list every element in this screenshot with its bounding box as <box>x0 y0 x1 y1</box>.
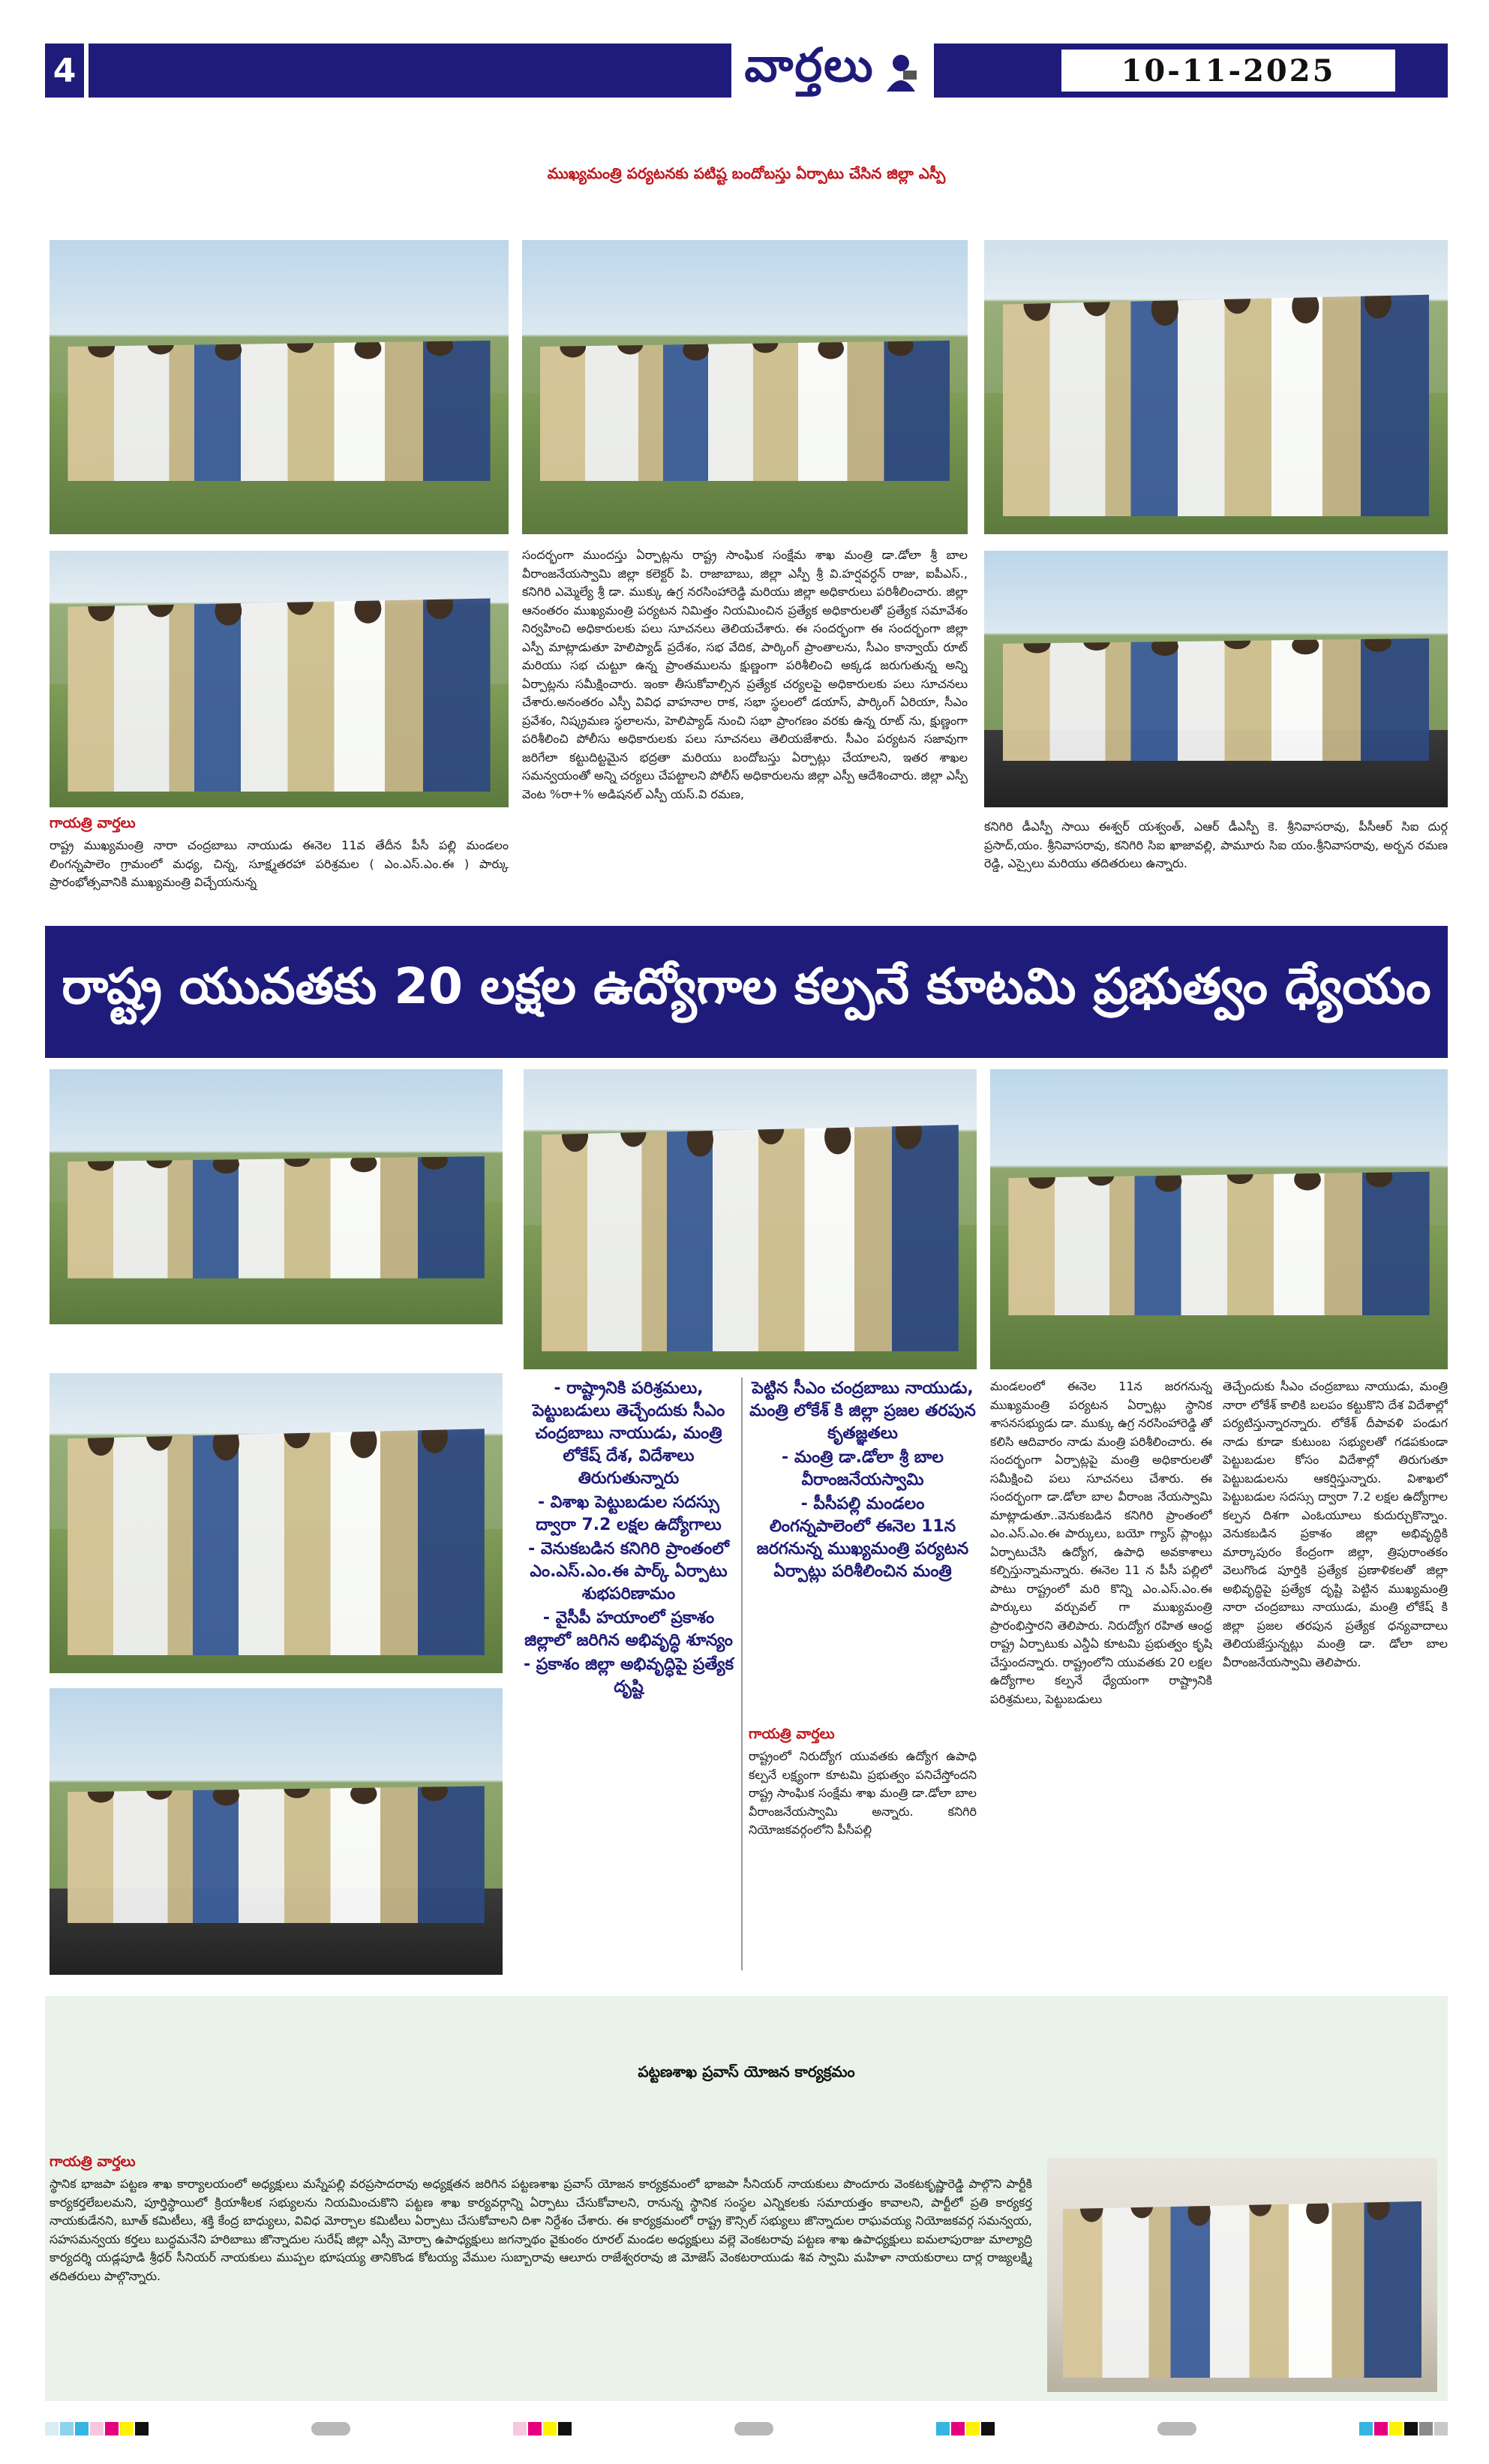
article2-headline-band <box>45 926 1448 1058</box>
photo-minister-walk <box>50 1069 503 1324</box>
color-swatch-set <box>936 2422 995 2435</box>
color-swatch-set <box>513 2422 572 2435</box>
photo-officials-walk <box>984 551 1448 807</box>
article3-headline: పట్టణశాఖ ప్రవాస్ యోజన కార్యక్రమం <box>638 2062 855 2081</box>
article3-body-text: స్థానిక భాజపా పట్టణ శాఖ కార్యాలయంలో అధ్యక్షులు మస్నేపల్లి వరప్రసాదరావు అధ్యక్షతన జరిగిన పట్టణశాఖ ప్రవాస్ యోజన కార్యక్రమంలో భాజపా సీనియర్ నాయకులు పొందూరు వెంకటకృష్ణారెడ్డి పాల్గొని పార్టీకి కార్యకర్తలేబలమని, పూర్తిస్థాయిలో క్రియాశీలక సభ్యులను నియమించుకొని పట్టణ శాఖ కార్యవర్గాన్ని ఏర్పాటు చేసుకోవాలని, రానున్న స్థానిక సంస్థల ఎన్నికలకు సమాయత్తం కావాలని, పార్టీలో ప్రతి కార్యకర్త నాయకుడేనని, బూత్ కమిటీలు, శక్తి కేంద్ర బాధ్యులు, వివిధ మోర్చాల కమిటీలు ఏర్పాటు చేసుకోవాలని దిశా నిర్దేశం చేశారు. ఈ కార్యక్రమంలో రాష్ట్ర కౌన్సిల్ సభ్యులు జొన్నాదుల రాఘవయ్య నియోజకవర్గ సమన్వయ, సహసమన్వయ కర్తలు బుద్ధమనేని హరిబాబు జొన్నాదుల సురేష్ జిల్లా ఎస్సీ మోర్చా ఉపాధ్యక్షులు జగన్నాథం వైకుంఠం రూరల్ మండల అధ్యక్షులు వల్లె వెంకటరావు పట్టణ శాఖ ఉపాధ్యక్షులు ఐమలాపురాజు మాల్యాద్రి కార్యదర్శి యడ్లపూడి శ్రీధర్ సీనియర్ నాయకులు ముప్పల భూషయ్య తానికొండ కోటయ్య వేముల సుబ్బారావు ఆలూరు రాజేశ్వరరావు జి మోజెస్ వెంకటరాయుడు శివ స్వామి మహిళా నాయకురాలు దార్ల రాజ్యలక్ష్మి తదితరులు పాల్గొన్నారు. <box>50 2177 1032 2283</box>
article2-column-a <box>749 1726 977 1970</box>
newspaper-logo <box>731 39 934 102</box>
color-swatch-set <box>45 2422 149 2435</box>
registration-pill <box>1157 2422 1196 2435</box>
reporter-portrait-icon <box>881 48 921 93</box>
photo-police-discussion <box>984 240 1448 534</box>
article1-column-2: సందర్భంగా ముందస్తు ఏర్పాట్లను రాష్ట్ర సాంఘిక సంక్షేమ శాఖ మంత్రి డా.డోలా శ్రీ బాల వీరాంజనేయస్వామి జిల్లా కలెక్టర్ పి. రాజాబాబు, జిల్లా ఎస్పీ శ్రీ వి.హర్షవర్ధన్ రాజు, ఐపీఎస్., కనిగిరి ఎమ్మెల్యే శ్రీ డా. ముక్కు ఉగ్ర నరసింహారెడ్డి మరియు జిల్లా అధికారులు పరిశీలించారు. జిల్లా ఆనంతరం ముఖ్యమంత్రి పర్యటన నిమిత్తం నియమించిన ప్రత్యేక అధికారులతో ప్రత్యేక సమావేశం నిర్వహించి అధికారులకు పలు సూచనలు తెలియచేశారు. ఈ సందర్భంగా ఈ సందర్భంగా జిల్లా ఎస్పీ మాట్లాడుతూ హెలిప్యాడ్ ప్రదేశం, సభ వేదిక, పార్కింగ్ ప్రాంతాలను, సీఎం కాన్వాయ్ రూట్ మరియు సభ చుట్టూ ఉన్న ప్రాంతములను క్షుణ్ణంగా పరిశీలించి అక్కడ జరుగుతున్న అన్ని ఏర్పాట్లను సమీక్షించారు. ఇంకా తీసుకోవాల్సిన ప్రత్యేక చర్యలపై అధికారులకు పలు సూచనలు చేశారు.అనంతరం ఎస్పీ వివిధ వాహనాల రాక, సభా స్థలంలో డయాస్, పార్కింగ్ ఏరియా, సీఎం ప్రవేశం, నిష్క్రమణ స్థలాలను, హెలిప్యాడ్ నుంచి సభా ప్రాంగణం వరకు ఉన్న రూట్ ను, క్షుణ్ణంగా పరిశీలించి పోలీసు అధికారులకు పలు సూచనలు తెలియజేశారు. సీఎం పర్యటన సజావుగా జరిగేలా కట్టుదిట్టమైన భద్రతా మరియు బందోబస్తు ఏర్పాట్లు చేయాలని, ఇతర శాఖల సమన్వయంతో అన్ని చర్యలు చేపట్టాలని పోలీస్ అధికారులను జిల్లా ఎస్పీ ఆదేశించారు. జిల్లా ఎస్పీ వెంట %రా+% అడిషనల్ ఎస్పీ యస్.వి రమణ, <box>522 548 968 801</box>
photo-sp-inspection-1 <box>50 240 509 534</box>
highlight-point: - విశాఖ పెట్టుబడుల సదస్సు ద్వారా 7.2 లక్షల ఉద్యోగాలు <box>536 1493 722 1534</box>
photo-helipad-inspection <box>50 1688 503 1975</box>
article1-col1-text: రాష్ట్ర ముఖ్యమంత్రి నారా చంద్రబాబు నాయుడు ఈనెల 11వ తేదీన పీసీ పల్లి మండలం లింగన్నపాలెం గ్రామంలో మధ్య, చిన్న, సూక్ష్మతరహా పరిశ్రమల ( ఎం.ఎస్.ఎం.ఈ ) పార్కు ప్రారంభోత్సవానికి ముఖ్యమంత్రి విచ్చేయనున్న <box>50 838 509 889</box>
registration-pill <box>311 2422 350 2435</box>
photo-minister-police <box>524 1069 977 1369</box>
article2-col-a-text: రాష్ట్రంలో నిరుద్యోగ యువతకు ఉద్యోగ ఉపాధి కల్పనే లక్ష్యంగా కూటమి ప్రభుత్వం పనిచేస్తోందని రాష్ట్ర సాంఘిక సంక్షేమ శాఖ మంత్రి డా.డోలా బాల వీరాంజనేయస్వామి అన్నారు. కనిగిరి నియోజకవర్గంలోని పీసీపల్లి <box>749 1749 977 1837</box>
article2-column-c: తెచ్చేందుకు సీఎం చంద్రబాబు నాయుడు, మంత్రి నారా లోకేశ్ కాలికి బలపం కట్టుకొని దేశ విదేశాల్లో పర్యటిస్తున్నారన్నారు. లోకేశ్ దీపావళి పండుగ నాడు కూడా కుటుంబ సభ్యులతో గడపకుండా పెట్టుబడుల కోసం విదేశాల్లో తిరుగుతూ పెట్టుబడులను ఆకర్షిస్తున్నారు. విశాఖలో పెట్టుబడుల సదస్సు ద్వారా 7.2 లక్షల ఉద్యోగాల కల్పన దిశగా ఎంఓయూలు కుదుర్చుకొన్నాం. వెనుకబడిన ప్రకాశం జిల్లా అభివృద్ధికి మార్కాపురం కేంద్రంగా జిల్లా, త్రిపురాంతకం వెలుగొండ పూర్తికి ప్రత్యేక ప్రణాళికలతో జిల్లా అభివృద్ధిపై ప్రత్యేక దృష్టి పెట్టిన ముఖ్యమంత్రి నారా చంద్రబాబు నాయుడు, మంత్రి లోకేష్ కి జిల్లా ప్రజల తరపున ప్రత్యేక ధన్యవాదాలు తెలియజేస్తున్నట్లు మంత్రి డా. డోలా బాల వీరాంజనేయస్వామి తెలిపారు. <box>1223 1379 1448 1669</box>
highlight-point: - వెనుకబడిన కనిగిరి ప్రాంతంలో ఎం.ఎస్.ఎం.ఈ పార్క్ ఏర్పాటు శుభపరిణామం <box>528 1540 729 1603</box>
article1-column-3: కనిగిరి డీఎస్పీ సాయి ఈశ్వర్ యశ్వంత్, ఎఆర్ డీఎస్పీ కె. శ్రీనివాసరావు, పీసీఆర్ సిఐ దుర్గ ప్రసాద్,యం. శ్రీనివాసరావు, కనిగిరి సిఐ ఖాజావల్లి, పామూరు సిఐ యం.శ్రీనివాసరావు, అర్బన రమణ రెడ్డి, ఎస్సైలు మరియు తదితరులు ఉన్నారు. <box>984 819 1448 870</box>
registration-pill <box>734 2422 773 2435</box>
article1-byline: గాయత్రి వార్తలు <box>50 815 136 831</box>
print-registration-bar <box>45 2417 1448 2440</box>
highlight-point: - ప్రకాశం జిల్లా అభివృద్ధిపై ప్రత్యేక దృష్టి <box>523 1655 734 1696</box>
article2-highlights-right <box>749 1378 977 1723</box>
page-number: 4 <box>45 44 89 98</box>
article1-headline: ముఖ్యమంత్రి పర్యటనకు పటిష్ట బందోబస్తు ఏర్పాటు చేసిన జిల్లా ఎస్పీ <box>547 164 946 182</box>
color-swatch-set <box>1359 2422 1448 2435</box>
photo-officials-group <box>50 551 509 807</box>
highlight-point: - రాష్ట్రానికి పరిశ్రమలు, పెట్టుబడులు తెచ్చేందుకు సీఎం చంద్రబాబు నాయుడు, మంత్రి లోకేష్ దేశ, విదేశాలు తిరుగుతున్నారు <box>532 1379 725 1488</box>
article2-column-b: మండలంలో ఈనెల 11న జరగనున్న ముఖ్యమంత్రి పర్యటన ఏర్పాట్లు స్థానిక శాసనసభ్యుడు డా. ముక్కు ఉగ్ర నరసింహారెడ్డి తో కలిసి ఆదివారం నాడు మంత్రి పరిశీలించారు. ఈ సందర్భంగా ఏర్పాట్లపై మంత్రి అధికారులతో సమీక్షించి పలు సూచనలు చేశారు. ఈ సందర్భంగా డా.డోలా బాల వీరాంజ నేయస్వామి మాట్లాడుతూ..వెనుకబడిన కనిగిరి ప్రాంతంలో ఎం.ఎస్.ఎం.ఈ పార్కులు, బయో గ్యాస్ ప్లాంట్లు ఏర్పాటుచేసి ఉద్యోగ, ఉపాధి అవకాశాలు కల్పిస్తున్నామన్నారు. ఈనెల 11 న పీసీ పల్లిలో పాటు రాష్ట్రంలో మరి కొన్ని ఎం.ఎస్.ఎం.ఈ పార్కులు వర్చువల్ గా ముఖ్యమంత్రి ప్రారంభిస్తారని తెలిపారు. నిరుద్యోగ రహిత ఆంధ్ర రాష్ట్ర ఏర్పాటుకు ఎన్డీఏ కూటమి ప్రభుత్వం కృషి చేస్తుందన్నారు. రాష్ట్రంలోని యువతకు 20 లక్షల ఉద్యోగాల కల్పనే ధ్యేయంగా రాష్ట్రానికి పరిశ్రమలు, పెట్టుబడులు <box>990 1379 1212 1706</box>
photo-police-map-review <box>50 1373 503 1673</box>
column-divider <box>741 1378 743 1970</box>
highlight-point: - వైసీపీ హయాంలో ప్రకాశం జిల్లాలో జరిగిన అభివృద్ధి శూన్యం <box>524 1609 733 1650</box>
photo-sp-inspection-2 <box>522 240 968 534</box>
article2-highlights-left <box>522 1378 735 1970</box>
issue-date: 10-11-2025 <box>1061 50 1395 92</box>
highlight-point: పెట్టిన సీఎం చంద్రబాబు నాయుడు, మంత్రి లోకేశ్ కి జిల్లా ప్రజల తరపున కృతజ్ఞతలు <box>749 1379 976 1443</box>
logo-text: వార్తలు <box>744 38 875 92</box>
article2-byline: గాయత్రి వార్తలు <box>749 1726 835 1742</box>
article3-body <box>50 2153 1032 2393</box>
highlight-point: - పీసీపల్లి మండలం లింగన్నపాలెంలో ఈనెల 11న జరగనున్న ముఖ్యమంత్రి పర్యటన ఏర్పాట్లు పరిశీలించిన మంత్రి <box>756 1495 969 1581</box>
highlight-point: - మంత్రి డా.డోలా శ్రీ బాల వీరాంజనేయస్వామి <box>782 1448 944 1489</box>
article3-byline: గాయత్రి వార్తలు <box>50 2153 136 2170</box>
photo-bjp-meeting <box>1047 2158 1437 2392</box>
article1-column-1 <box>50 815 509 912</box>
photo-leaders-gathering <box>990 1069 1448 1369</box>
article2-headline: రాష్ట్ర యువతకు 20 లక్షల ఉద్యోగాల కల్పనే కూటమి ప్రభుత్వం ధ్యేయం <box>62 957 1431 1015</box>
